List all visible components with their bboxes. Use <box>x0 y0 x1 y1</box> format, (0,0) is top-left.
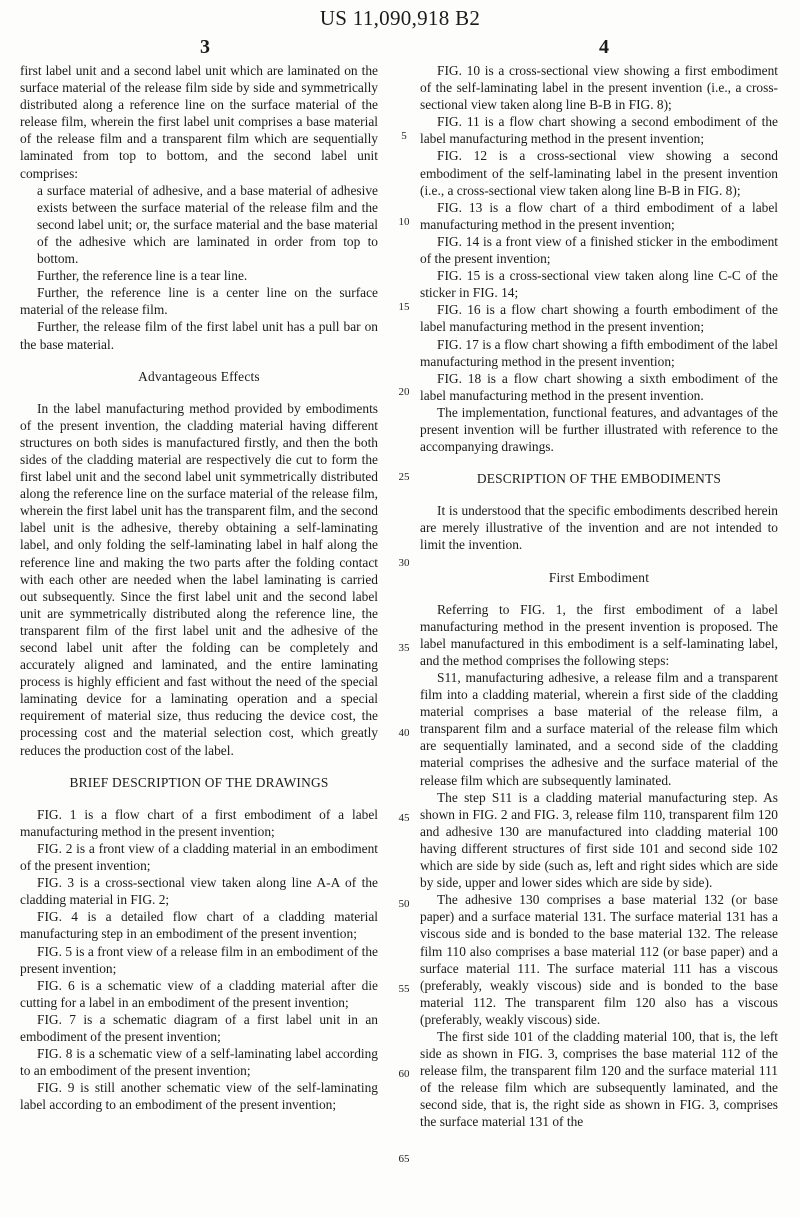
paragraph: S11, manufacturing adhesive, a release film and a transparent film into a cladding material, wherein a first side of the cladding material comprises a base material of the release film, a transparent film and a surface material of the release film which are sequentially laminated, and a second side of the cladding material comprises the adhesive and the surface material of the release film which are subsequently laminated. <box>420 670 778 788</box>
figure-description: FIG. 16 is a flow chart showing a fourth embodiment of the label manufacturing method in the present invention; <box>420 302 778 335</box>
figure-description: FIG. 3 is a cross-sectional view taken along line A-A of the cladding material in FIG. 2; <box>20 875 378 908</box>
paragraph: The first side 101 of the cladding material 100, that is, the left side as shown in FIG. 3, comprises the base material 112 of the release film, the transparent film 120 and the surface material 111 of the release film which are subsequently laminated, and the second side, that is, the right side as shown in FIG. 3, comprises the surface material 131 of the <box>420 1028 778 1130</box>
section-heading: Advantageous Effects <box>138 368 260 384</box>
paragraph: Further, the release film of the first label unit has a pull bar on the base material. <box>20 319 378 352</box>
line-number: 50 <box>398 898 410 910</box>
line-number: 5 <box>401 130 407 142</box>
line-number: 30 <box>398 557 410 569</box>
right-column-number: 4 <box>599 36 609 58</box>
section-heading: First Embodiment <box>548 569 650 585</box>
line-number: 60 <box>398 1068 410 1080</box>
figure-description: FIG. 15 is a cross-sectional view taken along line C-C of the sticker in FIG. 14; <box>420 268 778 301</box>
figure-description: FIG. 12 is a cross-sectional view showing a second embodiment of the self-laminating label in the present invention (i.e., a cross-sectional view taken along line B-B in FIG. 8); <box>420 148 778 198</box>
paragraph: Further, the reference line is a center line on the surface material of the release film. <box>20 285 378 318</box>
line-number: 45 <box>398 812 410 824</box>
figure-description: FIG. 10 is a cross-sectional view showing a first embodiment of the self-laminating label in the present invention (i.e., a cross-sectional view taken along line B-B in FIG. 8); <box>420 63 778 113</box>
line-number: 65 <box>398 1153 410 1165</box>
figure-description: FIG. 8 is a schematic view of a self-laminating label according to an embodiment of the present invention; <box>20 1046 378 1079</box>
paragraph: The adhesive 130 comprises a base material 132 (or base paper) and a surface material 131. The surface material 131 has a viscous side and is bonded to the base material 132. The release film 110 also comprises a base material 112 (or base paper) and a surface material 111. The surface material 111 has a viscous (preferably, weakly viscous) side and is bonded to the base material 112. The transparent film 120 also has a viscous (preferably, weakly viscous) side. <box>420 892 778 1027</box>
right-column <box>420 62 778 1131</box>
figure-description: FIG. 2 is a front view of a cladding material in an embodiment of the present invention; <box>20 840 378 874</box>
left-column <box>20 62 378 1113</box>
paragraph: first label unit and a second label unit which are laminated on the surface material of the release film side by side and symmetrically distributed along a reference line on the surface material of the release film, wherein the first label unit comprises a base material of the release film and a transparent film which are sequentially laminated from top to bottom, and the second label unit comprises: <box>20 63 378 181</box>
paragraph: a surface material of adhesive, and a base material of adhesive exists between the surface material of the release film and the second label unit; or, the surface material and the base material of the adhesive which are laminated in order from top to bottom. <box>37 182 378 267</box>
figure-description: FIG. 13 is a flow chart of a third embodiment of a label manufacturing method in the present invention; <box>420 199 778 232</box>
line-number: 40 <box>398 727 410 739</box>
paragraph: The step S11 is a cladding material manufacturing step. As shown in FIG. 2 and FIG. 3, release film 110, transparent film 120 and adhesive 130 are manufactured into cladding material 100 having different structures of first side 101 and second side 102 which are side by side (such as, left and right sides which are side by side, upper and lower sides which are side by side). <box>420 789 778 891</box>
figure-description: FIG. 6 is a schematic view of a cladding material after die cutting for a label in an embodiment of the present invention; <box>20 977 378 1010</box>
figure-description: FIG. 4 is a detailed flow chart of a cladding material manufacturing step in an embodiment of the present invention; <box>20 909 378 942</box>
paragraph: Referring to FIG. 1, the first embodiment of a label manufacturing method in the present invention is proposed. The label manufactured in this embodiment is a self-laminating label, and the method comprises the following steps: <box>420 601 778 668</box>
line-number: 10 <box>398 216 410 228</box>
figure-description: FIG. 9 is still another schematic view of the self-laminating label according to an embodiment of the present invention; <box>20 1080 378 1113</box>
paragraph: The implementation, functional features, and advantages of the present invention will be further illustrated with reference to the accompanying drawings. <box>420 404 778 455</box>
line-number: 25 <box>398 471 410 483</box>
paragraph: In the label manufacturing method provided by embodiments of the present invention, the cladding material having different structures on both sides is manufactured firstly, and then the both sides of the cladding material are respectively die cut to form the first label unit and the second label unit symmetrically distributed along the reference line on the surface material of the release film, wherein the first label unit has the transparent film, and the second label unit is the adhesive, thereby obtaining a self-laminating label, and only folding the self-laminating label in half along the reference line and making the two parts after the folding contact with each other are needed when the label laminating is carried out subsequently. Since the first label unit and the second label unit are symmetrically distributed along the reference line, the transparent film of the first label unit and the adhesive of the second label unit after the folding can be completely and accurately aligned and laminated, and the entire laminating process is highly efficient and fast without the need of the special laminating device for a laminating operation and a special requirement of material size, thus reducing the device cost, the processing cost and the material selection cost, which greatly reduces the production cost of the label. <box>20 400 378 758</box>
figure-description: FIG. 17 is a flow chart showing a fifth embodiment of the label manufacturing method in the present invention; <box>420 336 778 369</box>
line-number: 35 <box>398 642 410 654</box>
figure-description: FIG. 5 is a front view of a release film in an embodiment of the present invention; <box>20 943 378 976</box>
line-number: 15 <box>398 301 410 313</box>
paragraph: Further, the reference line is a tear line. <box>37 268 248 284</box>
section-heading: BRIEF DESCRIPTION OF THE DRAWINGS <box>69 774 329 790</box>
section-heading: DESCRIPTION OF THE EMBODIMENTS <box>476 471 722 487</box>
left-column-number: 3 <box>200 36 210 58</box>
paragraph: It is understood that the specific embodiments described herein are merely illustrative of the invention and are not intended to limit the invention. <box>420 503 778 553</box>
document-number: US 11,090,918 B2 <box>319 6 481 30</box>
figure-description: FIG. 18 is a flow chart showing a sixth embodiment of the label manufacturing method in the present invention. <box>420 370 778 403</box>
figure-description: FIG. 14 is a front view of a finished sticker in the embodiment of the present invention; <box>420 233 778 267</box>
line-number: 55 <box>398 983 410 995</box>
figure-description: FIG. 7 is a schematic diagram of a first label unit in an embodiment of the present invention; <box>20 1011 378 1044</box>
line-number: 20 <box>398 386 410 398</box>
figure-description: FIG. 1 is a flow chart of a first embodiment of a label manufacturing method in the present invention; <box>20 806 378 839</box>
figure-description: FIG. 11 is a flow chart showing a second embodiment of the label manufacturing method in the present invention; <box>420 114 778 147</box>
